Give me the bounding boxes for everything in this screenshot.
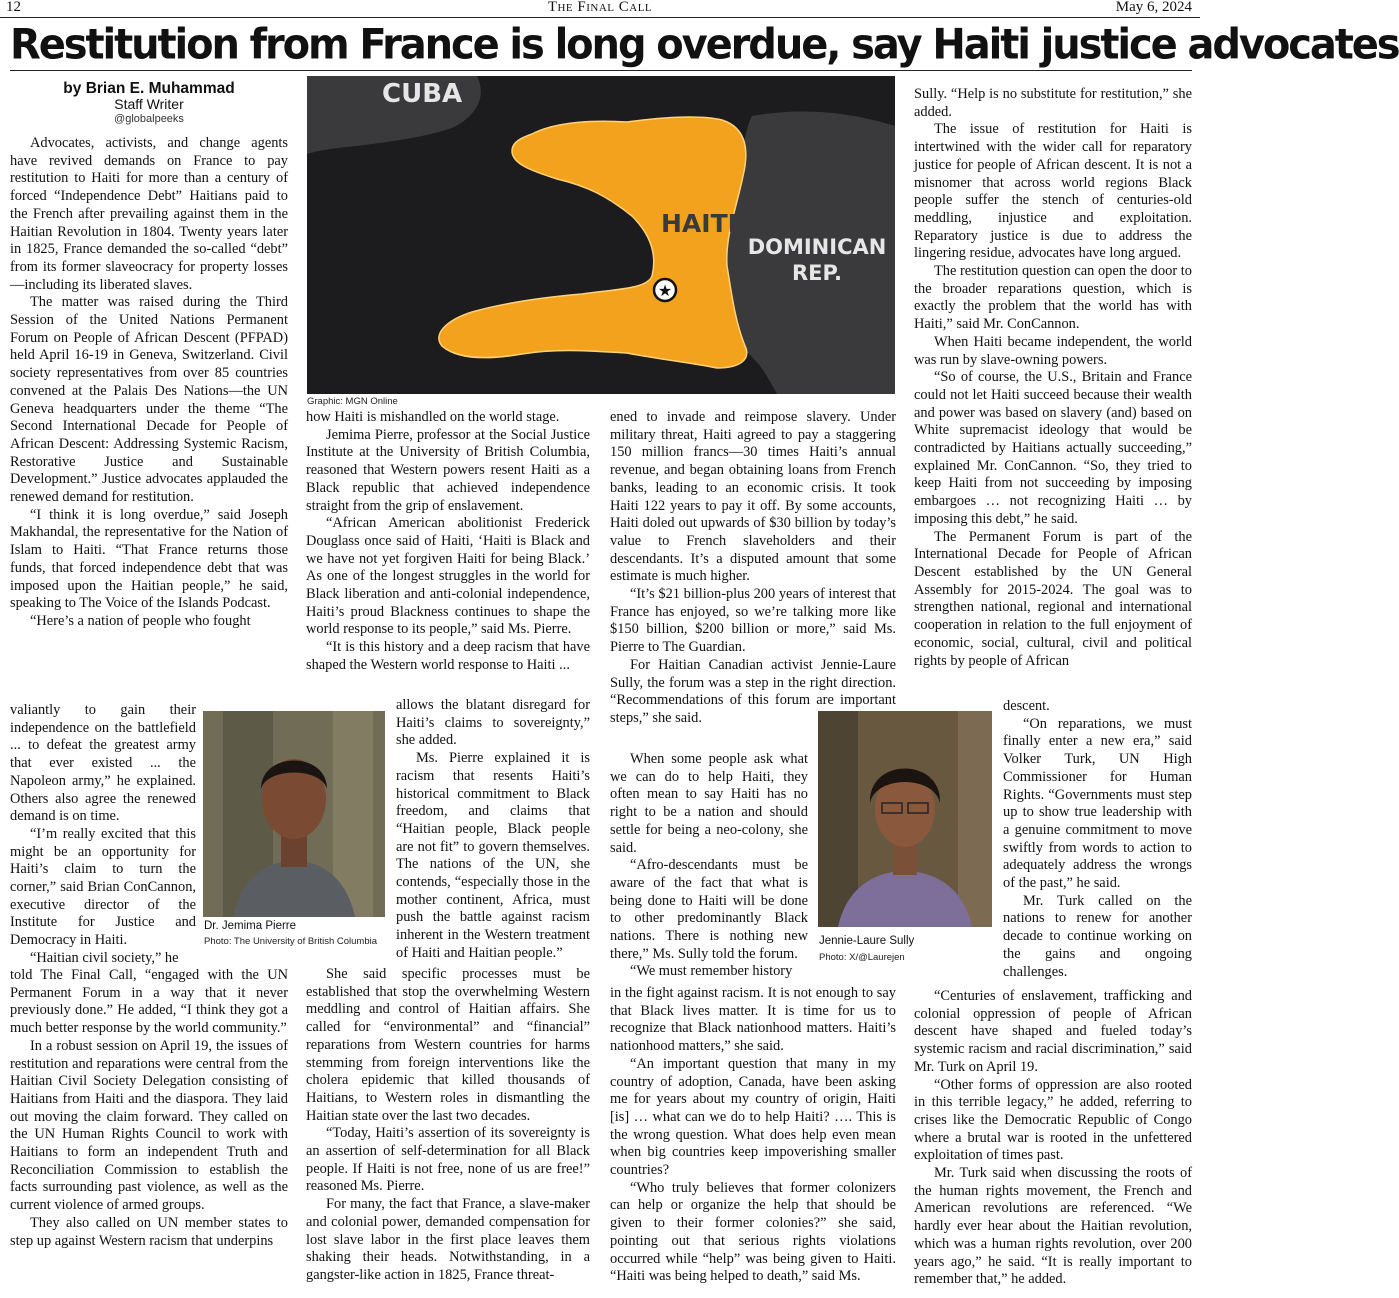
article-column-1-wrap: [10, 702, 196, 968]
paragraph: For many, the fact that France, a slave-maker and colonial power, demanded compensation for lost slave labor in the first place leaves them shaking their heads. Notwithstanding, in a gangster-like action in 1825, France threat-: [306, 1196, 590, 1283]
paragraph: valiantly to gain their independence on the battlefield ... to defeat the greatest army that ever existed ... the Napoleon army,” he explained. Others also agree the renewed demand is on time.: [10, 702, 196, 825]
map-label-cuba: CUBA: [382, 79, 463, 109]
paragraph: She said specific processes must be established that stop the overwhelming Western meddling and control of Haitian affairs. She called for “environmental” and “financial” reparations from Western countries for harms stemming from foreign interventions like the cholera epidemic that killed thousands of Haitians, to Western roles in dismantling the Haitian state over the last two decades.: [306, 966, 590, 1124]
article-column-1-lower: [10, 967, 288, 1250]
paragraph: “So of course, the U.S., Britain and France could not let Haiti succeed because their wealth and power was based on slavery (and) based on White supremacist ideology that would be contradicted by Haitians actually succeeding,” explained Mr. ConCannon. “So, they tried to keep Haiti from not succeeding by imposing embargoes … not recognizing Haiti … by imposing this debt,” he said.: [914, 369, 1192, 527]
article-column-4-lower: [914, 988, 1192, 1289]
credit-sully: Photo: X/@Laurejen: [819, 952, 905, 963]
article-column-2: [306, 409, 590, 675]
paragraph: “An important question that many in my country of adoption, Canada, have been asking me for years about my country of origin, Haiti [is] … what can we do to help Haiti? …. This is the wrong question. What does help even mean when big countries keep impoverishing smaller countries?: [610, 1055, 896, 1179]
issue-date: May 6, 2024: [1115, 0, 1192, 15]
map-label-dominican-1: DOMINICAN: [747, 235, 887, 259]
caption-sully: Jennie-Laure Sully: [819, 935, 915, 947]
map-graphic: [307, 76, 895, 394]
page-header: [0, 0, 1200, 18]
portrait-pierre: [203, 711, 385, 917]
paragraph: The issue of restitution for Haiti is intertwined with the wider call for reparatory justice for people of African descent. It is not a misnomer that across world regions Black people suffer the stench of centuries-old meddling, injustice and exploitation. Reparatory justice is due to address the lingering residue, advocates have long argued.: [914, 121, 1192, 262]
headline-rule: [10, 70, 1192, 71]
article-column-4-wrap: [1003, 698, 1192, 981]
article-column-1: [10, 135, 288, 631]
author-role: Staff Writer: [114, 96, 184, 112]
paragraph: “I think it is long overdue,” said Joseph Makhandal, the representative for the Nation of Islam to Haiti. “That France returns those funds, that forced independence debt that was imposed upon the Haitian people,” he said, speaking to The Voice of the Islands Podcast.: [10, 506, 288, 612]
byline: [10, 80, 288, 126]
page-number: 12: [6, 0, 21, 15]
paragraph: “African American abolitionist Frederick Douglass once said of Haiti, ‘Haiti is Black and we have not yet forgiven Haiti for being Black.’ As one of the longest struggles in the world for Black liberation and anti-colonial independence, Haiti’s proud Blackness continues to shape the world response to its people,” said Ms. Pierre.: [306, 515, 590, 638]
paragraph: in the fight against racism. It is not enough to say that Black lives matter. It is time for us to recognize that Black nationhood matters. Haiti’s nationhood matters,” she said.: [610, 985, 896, 1055]
article-column-3-lower: [610, 985, 896, 1286]
article-column-2-wrap: [396, 697, 590, 963]
caption-pierre: Dr. Jemima Pierre: [204, 920, 297, 932]
paragraph: “I’m really excited that this might be an opportunity for Haiti’s claim to turn the corner,” said Brian ConCannon, executive director of the Institute for Justice and Democracy in Haiti.: [10, 825, 196, 949]
headline: Restitution from France is long overdue, say Haiti justice advocates: [10, 20, 1399, 70]
paragraph: Ms. Pierre explained it is racism that resents Haiti’s historical commitment to Black freedom, and claims that “Haitian people, Black people are not fit” to govern themselves. The nations of the UN, she contends, “especially those in the mother continent, Africa, must push the battle against racism inherent in the Western treatment of Haiti and Haitian people.”: [396, 750, 590, 961]
paragraph: “Afro-descendants must be aware of the fact that what is being done to Haiti will be done to other predominantly Black nations. There is nothing new there,” Ms. Sully told the forum.: [610, 857, 808, 962]
paragraph: Jemima Pierre, professor at the Social Justice Institute at the University of British Columbia, reasoned that Western powers resent Haiti as a Black republic that achieved independence straight from the grip of enslavement.: [306, 426, 590, 514]
paragraph: Mr. Turk said when discussing the roots of the human rights movement, the French and American revolutions are referenced. “We hardly ever hear about the Haitian revolution, which was a human rights revolution, over 200 years ago,” he said. “It is really important to remember that,” he added.: [914, 1165, 1192, 1288]
paragraph: “Who truly believes that former colonizers can help or organize the help that should be given to their former colonies?” she said, pointing out that serious rights violations occurred while “help” was being given to Haiti. “Haiti was being helped to death,” said Ms.: [610, 1179, 896, 1285]
paragraph: They also called on UN member states to step up against Western racism that underpins: [10, 1214, 288, 1249]
article-column-3: [610, 409, 896, 728]
credit-pierre: Photo: The University of British Columbia: [204, 936, 378, 947]
paragraph: ened to invade and reimpose slavery. Under military threat, Haiti agreed to pay a staggering 150 million francs—30 times Haiti’s annual revenue, and began obtaining loans from French banks, leading to an economic crisis. It took Haiti 122 years to pay it off. By some accounts, Haiti doled out upwards of $30 billion by today’s value to French slaveholders and their descendants. It’s a disputed amount that some estimate is much higher.: [610, 409, 896, 585]
paragraph: “It is this history and a deep racism that have shaped the Western world response to Haiti ...: [306, 639, 590, 673]
paragraph: The Permanent Forum is part of the International Decade for People of African Descent established by the UN General Assembly for 2015-2024. The goal was to strengthen national, regional and international cooperation in relation to the full enjoyment of economic, social, cultural, civil and political rights by people of African: [914, 528, 1192, 669]
photo-jemima-pierre: [203, 711, 385, 917]
author-name: by Brian E. Muhammad: [63, 80, 235, 97]
capital-star-icon: ★: [657, 281, 673, 300]
paragraph: “Here’s a nation of people who fought: [30, 612, 251, 629]
paragraph: When Haiti became independent, the world was run by slave-owning powers.: [914, 333, 1192, 368]
paragraph: “Centuries of enslavement, trafficking and colonial oppression of people of African descent have shaped and fueled today’s systemic racism and racial discrimination,” said Mr. Turk on April 19.: [914, 988, 1192, 1075]
paragraph: “Today, Haiti’s assertion of its sovereignty is an assertion of self-determination for all Black people. If Haiti is not free, none of us are free!” reasoned Ms. Pierre.: [306, 1125, 590, 1195]
paragraph: Sully. “Help is no substitute for restitution,” she added.: [914, 86, 1192, 120]
paragraph: how Haiti is mishandled on the world stage.: [306, 409, 560, 425]
author-handle: @globalpeeks: [114, 113, 184, 125]
paragraph: The restitution question can open the door to the broader reparations question, which is exactly the problem that the world has with Haiti,” said Mr. ConCannon.: [914, 263, 1192, 333]
article-column-2-lower: [306, 966, 590, 1285]
paragraph: The matter was raised during the Third Session of the United Nations Permanent Forum on People of African Descent (PFPAD) held April 16-19 in Geneva, Switzerland. Civil society representatives from over 85 countries convened at the Palais Des Nations—the UN Geneva headquarters under the theme “The Second International Decade for People of African Descent: Addressing Systemic Racism, Restorative Justice and Sustainable Development.” Justice advocates applauded the renewed demand for restitution.: [10, 294, 288, 506]
paragraph: Advocates, activists, and change agents have revived demands on France to pay restitution to Haiti for more than a century of forced “Independence Debt” Haitians paid to the French after prevailing against them in the Haitian Revolution in 1804. Twenty years later in 1825, France demanded the so-called “debt” from its former slaveocracy for property losses—including its liberated slaves.: [10, 135, 288, 293]
paragraph: told The Final Call, “engaged with the UN Permanent Forum in a way that it never previously done.” He added, “I think they got a much better response by the world community.”: [10, 967, 288, 1037]
portrait-sully: [818, 711, 992, 927]
paragraph: “Other forms of oppression are also rooted in this terrible legacy,” he added, referring to crises like the Democratic Republic of Congo where a brutal war is rooted in the unfettered exploitation of times past.: [914, 1076, 1192, 1164]
paragraph: descent.: [1003, 698, 1050, 714]
photo-jennie-laure-sully: [818, 711, 992, 927]
haiti-map: [307, 76, 895, 394]
paragraph: In a robust session on April 19, the issues of restitution and reparations were central from the Haitian Civil Society Delegation consisting of Haitians from Haiti and the diaspora. They laid out moving the claim forward. They called on the UN Human Rights Council to work with Haitians to form an independent Truth and Reconciliation Commission to establish the facts surrounding past violence, as well as the current violence of armed groups.: [10, 1037, 288, 1214]
paragraph: For Haitian Canadian activist Jennie-Laure Sully, the forum was a step in the right direction. “Recommendations of this forum are important steps,” she said.: [610, 656, 896, 726]
map-label-haiti: HAITI: [661, 209, 737, 238]
paragraph: “On reparations, we must finally enter a new era,” said Volker Turk, UN High Commissioner for Human Rights. “Governments must step up to show true leadership with a genuine commitment to move swiftly from words to action to adequately address the wrongs of the past,” he said.: [1003, 715, 1192, 892]
article-column-3-wrap: [610, 751, 808, 981]
paragraph: “We must remember history: [630, 963, 793, 980]
article-column-4: [914, 86, 1192, 670]
map-label-dominican-2: REP.: [791, 261, 843, 285]
paragraph: allows the blatant disregard for Haiti’s claims to sovereignty,” she added.: [396, 697, 590, 749]
haiti-land: [439, 117, 747, 368]
paragraph: When some people ask what we can do to help Haiti, they often mean to say Haiti has no right to be a nation and should settle for being a neo-colony, she said.: [610, 751, 808, 856]
paragraph: “It’s $21 billion-plus 200 years of interest that France has enjoyed, so we’re talking more like $150 billion, $200 billion or more,” said Ms. Pierre to The Guardian.: [610, 586, 896, 656]
paper-name: The Final Call: [547, 0, 653, 15]
map-credit: Graphic: MGN Online: [307, 396, 398, 407]
paragraph: “Haitian civil society,” he: [30, 949, 179, 966]
paragraph: Mr. Turk called on the nations to renew for another decade to continue working on the gains and ongoing challenges.: [1003, 892, 1192, 980]
